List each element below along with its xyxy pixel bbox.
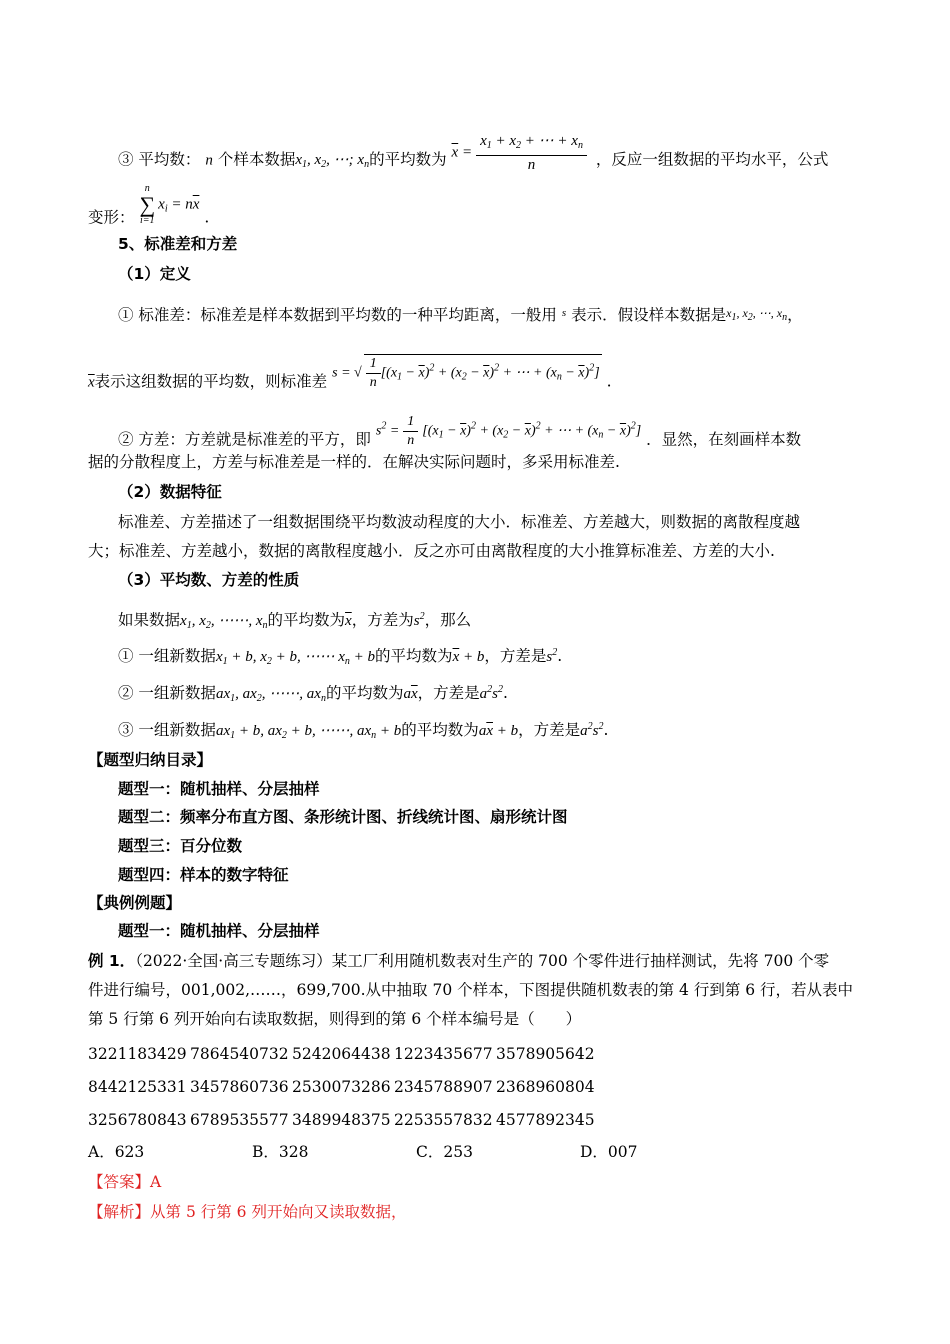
- prop3-c: ，方差是: [518, 721, 581, 739]
- math-xbar: $\overline{x}$: [88, 374, 95, 391]
- math-var-3: $a^2s^2$: [580, 721, 604, 739]
- features-paragraph-1: 标准差、方差描述了一组数据围绕平均数波动程度的大小．标准差、方差越大，则数据的离散程度越: [118, 513, 801, 531]
- math-var-2: $a^2s^2$: [479, 684, 503, 702]
- prop3-dot: .: [603, 721, 609, 739]
- math-seq-2: $ax_1$, $ax_2$, ⋯⋯, $ax_n$: [215, 686, 326, 704]
- prop1-a: ① 一组新数据: [118, 647, 216, 665]
- definition-title: （1）定义: [118, 265, 191, 283]
- analysis-line: [88, 1201, 406, 1223]
- math-s: s: [561, 307, 567, 319]
- mean-n-label: 个样本数据: [217, 150, 296, 169]
- mean-intro: ③ 平均数：: [118, 150, 201, 169]
- prop2-a: ② 一组新数据: [118, 684, 216, 702]
- table-cell: 7864540732: [190, 1045, 289, 1063]
- std-text-1b: 表示．假设样本数据是: [571, 306, 727, 324]
- table-cell: 1223435677: [394, 1045, 493, 1063]
- std-dot: .: [606, 372, 612, 391]
- table-cell: 3578905642: [496, 1045, 595, 1063]
- properties-title: （3）平均数、方差的性质: [118, 571, 300, 589]
- var-formula: $s^2$ = $\frac{1}{n}$ [$(x_1 - \overline{x})^2 + (x_2 - \overline{x})^2$ + ⋯ + $(x_n - \overline{x})^2$]: [375, 414, 642, 448]
- answer-line: [88, 1171, 161, 1193]
- table-cell: 4577892345: [496, 1111, 595, 1129]
- table-cell: 3256780843: [88, 1111, 187, 1129]
- answer-options: [88, 1141, 744, 1163]
- analysis-text: 从第 5 行第 6 列开始向又读取数据，: [150, 1203, 407, 1221]
- table-cell: 2530073286: [292, 1078, 391, 1096]
- prop-intro-a: 如果数据: [118, 611, 181, 629]
- property-1: [118, 642, 562, 673]
- features-title: （2）数据特征: [118, 483, 222, 501]
- prop-intro-b: 的平均数为: [267, 611, 346, 629]
- catalog-item: 题型二：频率分布直方图、条形统计图、折线统计图、扇形统计图: [118, 808, 568, 826]
- random-table-row: [88, 1043, 598, 1065]
- option-d: D．007: [580, 1143, 638, 1161]
- mean-label: 的平均数为: [369, 150, 447, 169]
- mean-end: .: [204, 208, 210, 227]
- option-a: A．623: [88, 1143, 145, 1161]
- catalog-item: 题型一：随机抽样、分层抽样: [118, 780, 320, 798]
- answer-tag: 【答案】: [88, 1173, 151, 1191]
- std-paragraph-2: [88, 356, 612, 402]
- table-cell: 2253557832: [394, 1111, 493, 1129]
- type1-heading: 题型一：随机抽样、分层抽样: [118, 922, 320, 940]
- table-cell: 2368960804: [496, 1078, 595, 1096]
- catalog-item: 题型三：百分位数: [118, 837, 243, 855]
- option-b: B．328: [252, 1143, 309, 1161]
- table-cell: 3457860736: [190, 1078, 289, 1096]
- option-c: C．253: [416, 1143, 473, 1161]
- math-s2: $s^2$: [413, 611, 425, 629]
- prop1-dot: .: [557, 647, 563, 665]
- math-seq-3: $ax_1 + b$, $ax_2 + b$, ⋯⋯, $ax_n + b$: [215, 723, 402, 741]
- std-formula: s = √ $\frac{1}{n}$ [$(x_1 - \overline{x})^2 + (x_2 - \overline{x})^2$ + ⋯ + $(x_n - \overline{x})^2$]: [332, 356, 600, 390]
- std-text-2: 表示这组数据的平均数，则标准差: [94, 372, 328, 391]
- math-x-list: $x_1$, $x_2$, ⋯; $x_n$: [295, 152, 370, 171]
- prop1-c: ，方差是: [484, 647, 547, 665]
- math-x-seq: $x_1$, $x_2$, ⋯⋯, $x_n$: [180, 613, 268, 631]
- math-var-1: $s^2$: [546, 647, 558, 665]
- var-text-1: ② 方差：方差就是标准差的平方，即: [118, 430, 371, 449]
- prop2-b: 的平均数为: [325, 684, 404, 702]
- table-cell: 8442125331: [88, 1078, 187, 1096]
- prop2-c: ，方差是: [417, 684, 480, 702]
- property-2: [118, 679, 508, 710]
- mean-variant-label: 变形：: [88, 208, 135, 227]
- table-cell: 2345788907: [394, 1078, 493, 1096]
- table-cell: 6789535577: [190, 1111, 289, 1129]
- table-cell: 3489948375: [292, 1111, 391, 1129]
- math-mean-1: $\overline{x} + b$: [452, 649, 485, 665]
- prop1-b: 的平均数为: [375, 647, 453, 665]
- prop3-a: ③ 一组新数据: [118, 721, 216, 739]
- prop-intro-c: ，方差为: [351, 611, 414, 629]
- prop2-dot: .: [503, 684, 508, 702]
- section-title: 5、标准差和方差: [118, 235, 238, 253]
- prop-intro-d: ，那么: [424, 611, 472, 629]
- catalog-title: 【题型归纳目录】: [88, 751, 213, 769]
- var-paragraph-2: 据的分散程度上，方差与标准差是一样的．在解决实际问题时，多采用标准差.: [88, 453, 620, 471]
- math-seq-1: $x_1 + b$, $x_2 + b$, ⋯⋯ $x_n + b$: [215, 649, 376, 667]
- example1-line2: 件进行编号，001,002,……，699,700.从中抽取 70 个样本，下图提供随机数表的第 4 行到第 6 行，若从表中: [88, 981, 854, 999]
- example-label: 例 1．: [88, 952, 136, 970]
- prop3-b: 的平均数为: [401, 721, 479, 739]
- examples-title: 【典例例题】: [88, 894, 182, 912]
- sum-formula: n ∑ i=1 $x_i = n\overline{x}$: [139, 183, 200, 226]
- example1-line3: 第 5 行第 6 列开始向右读取数据，则得到的第 6 个样本编号是（ ）: [88, 1010, 582, 1028]
- catalog-item: 题型四：样本的数字特征: [118, 866, 289, 884]
- table-cell: 3221183429: [88, 1045, 187, 1063]
- analysis-tag: 【解析】: [88, 1203, 151, 1221]
- answer-value: A: [150, 1173, 162, 1191]
- mean-paragraph: [118, 133, 829, 182]
- random-table-row: [88, 1076, 598, 1098]
- example1-line1: [88, 950, 829, 972]
- std-text-1: ① 标准差：标准差是样本数据到平均数的一种平均距离，一般用: [118, 306, 557, 324]
- math-n: n: [205, 152, 213, 169]
- example-text-1: （2022·全国·高三专题练习）某工厂利用随机数表对生产的 700 个零件进行抽样测试，先将 700 个零: [135, 952, 830, 970]
- math-xbar-2: $\overline{x}$: [345, 613, 352, 629]
- math-mean-3: $a\overline{x} + b$: [478, 723, 519, 739]
- table-cell: 5242064438: [292, 1045, 391, 1063]
- mean-after: ，反应一组数据的平均水平，公式: [595, 150, 829, 169]
- random-table-row: [88, 1109, 598, 1131]
- var-text-1b: ．显然，在刻画样本数: [646, 430, 802, 449]
- std-paragraph-1: ① 标准差：标准差是样本数据到平均数的一种平均距离，一般用 $^s$ 表示．假设样本数据是$x_1$, $x_2$, ⋯, $x_n$，: [118, 306, 803, 324]
- math-x-list-2: $x_1$, $x_2$, ⋯, $x_n$: [726, 306, 788, 323]
- property-intro: [118, 606, 471, 637]
- property-3: [118, 716, 608, 747]
- mean-formula: $\overline{x}$ = $\frac{x_1 + x_2 + \cdots + x_n}{n}$: [452, 132, 591, 174]
- features-paragraph-2: 大；标准差、方差越小，数据的离散程度越小．反之亦可由离散程度的大小推算标准差、方差的大小.: [88, 542, 775, 560]
- math-mean-2: $a\overline{x}$: [403, 686, 418, 702]
